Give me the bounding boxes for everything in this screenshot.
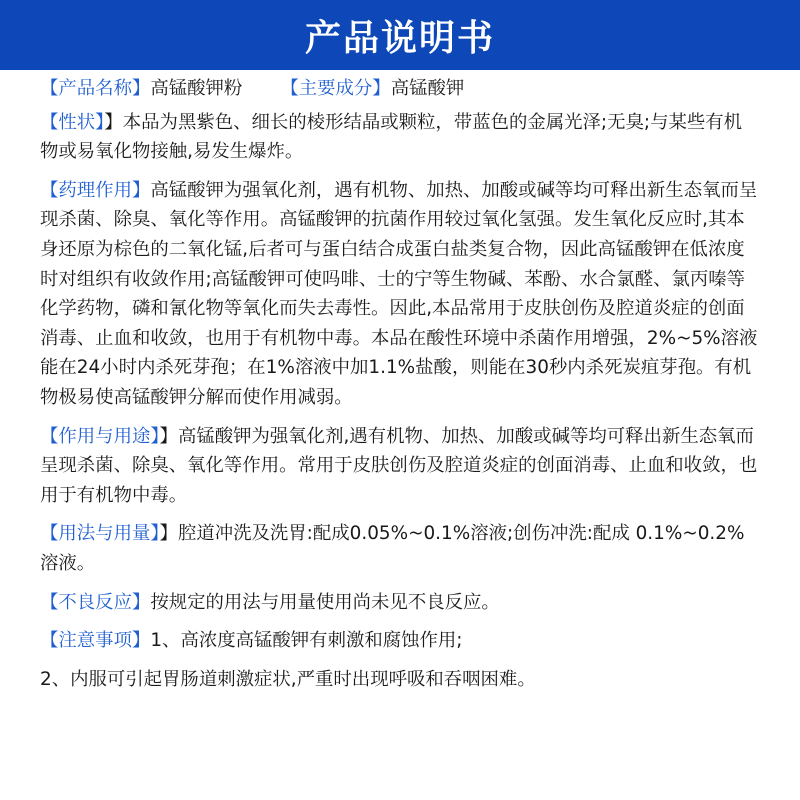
dosage-section [40,519,760,578]
properties-section [40,108,760,167]
ingredient-value: 高锰酸钾 [390,78,465,99]
ingredient-tag: 【主要成分】 [280,78,391,99]
uses-section [40,422,760,511]
adverse-tag: 【不良反应】 [40,591,151,613]
header-banner [0,0,800,70]
precautions-section [40,626,760,656]
precautions-item-1: 1、高浓度高锰酸钾有刺激和腐蚀作用; [150,630,463,652]
product-name-section [40,74,242,104]
properties-tag: 【性状】 [40,111,105,133]
adverse-text: 按规定的用法与用量使用尚未见不良反应。 [150,591,500,613]
properties-text: 】本品为黑紫色、细长的棱形结晶或颗粒，带蓝色的金属光泽;无臭;与某些有机物或易氧化物接触,易发生爆炸。 [40,111,743,163]
precautions-item-2-line [40,665,760,695]
document-body [0,70,800,694]
pharmacology-text: 高锰酸钾为强氧化剂，遇有机物、加热、加酸或碱等均可释出新生态氧而呈现杀菌、除臭、氧化等作用。高锰酸钾的抗菌作用较过氧化氢强。发生氧化反应时,其本身还原为棕色的二氧化锰,后者可与蛋白结合成蛋白盐类复合物，因此高锰酸钾在低浓度时对组织有收敛作用;高锰酸钾可使吗啡、士的宁等生物碱、苯酚、水合氯醛、氯丙嗪等化学药物，磷和氰化物等氧化而失去毒性。因此,本品常用于皮肤创伤及腔道炎症的创面消毒、止血和收敛，也用于有机物中毒。本品在酸性环境中杀菌作用增强，2%~5%溶液能在24小时内杀死芽孢；在1%溶液中加1.1%盐酸，则能在30秒内杀死炭疽芽孢。有机物极易使高锰酸钾分解而使作用减弱。 [40,179,758,408]
precautions-item-2: 2、内服可引起胃肠道刺激症状,严重时出现呼吸和吞咽困难。 [40,668,536,690]
pharmacology-tag: 【药理作用】 [40,179,151,201]
product-meta-row [40,74,760,104]
product-name-value: 高锰酸钾粉 [150,78,243,99]
ingredient-section [280,74,464,104]
dosage-tag: 【用法与用量】 [40,523,160,545]
uses-tag: 【作用与用途】 [40,425,160,447]
uses-text: 】高锰酸钾为强氧化剂,遇有机物、加热、加酸或碱等均可释出新生态氧而呈现杀菌、除臭、氧化等作用。常用于皮肤创伤及腔道炎症的创面消毒、止血和收敛，也用于有机物中毒。 [40,425,758,506]
dosage-text: 】腔道冲洗及洗胃:配成0.05%~0.1%溶液;创伤冲洗:配成 0.1%~0.2%溶液。 [40,523,745,574]
precautions-tag: 【注意事项】 [40,630,151,652]
page-title: 产品说明书 [304,17,495,59]
product-name-tag: 【产品名称】 [40,78,151,99]
adverse-section [40,588,760,618]
pharmacology-section [40,176,760,413]
